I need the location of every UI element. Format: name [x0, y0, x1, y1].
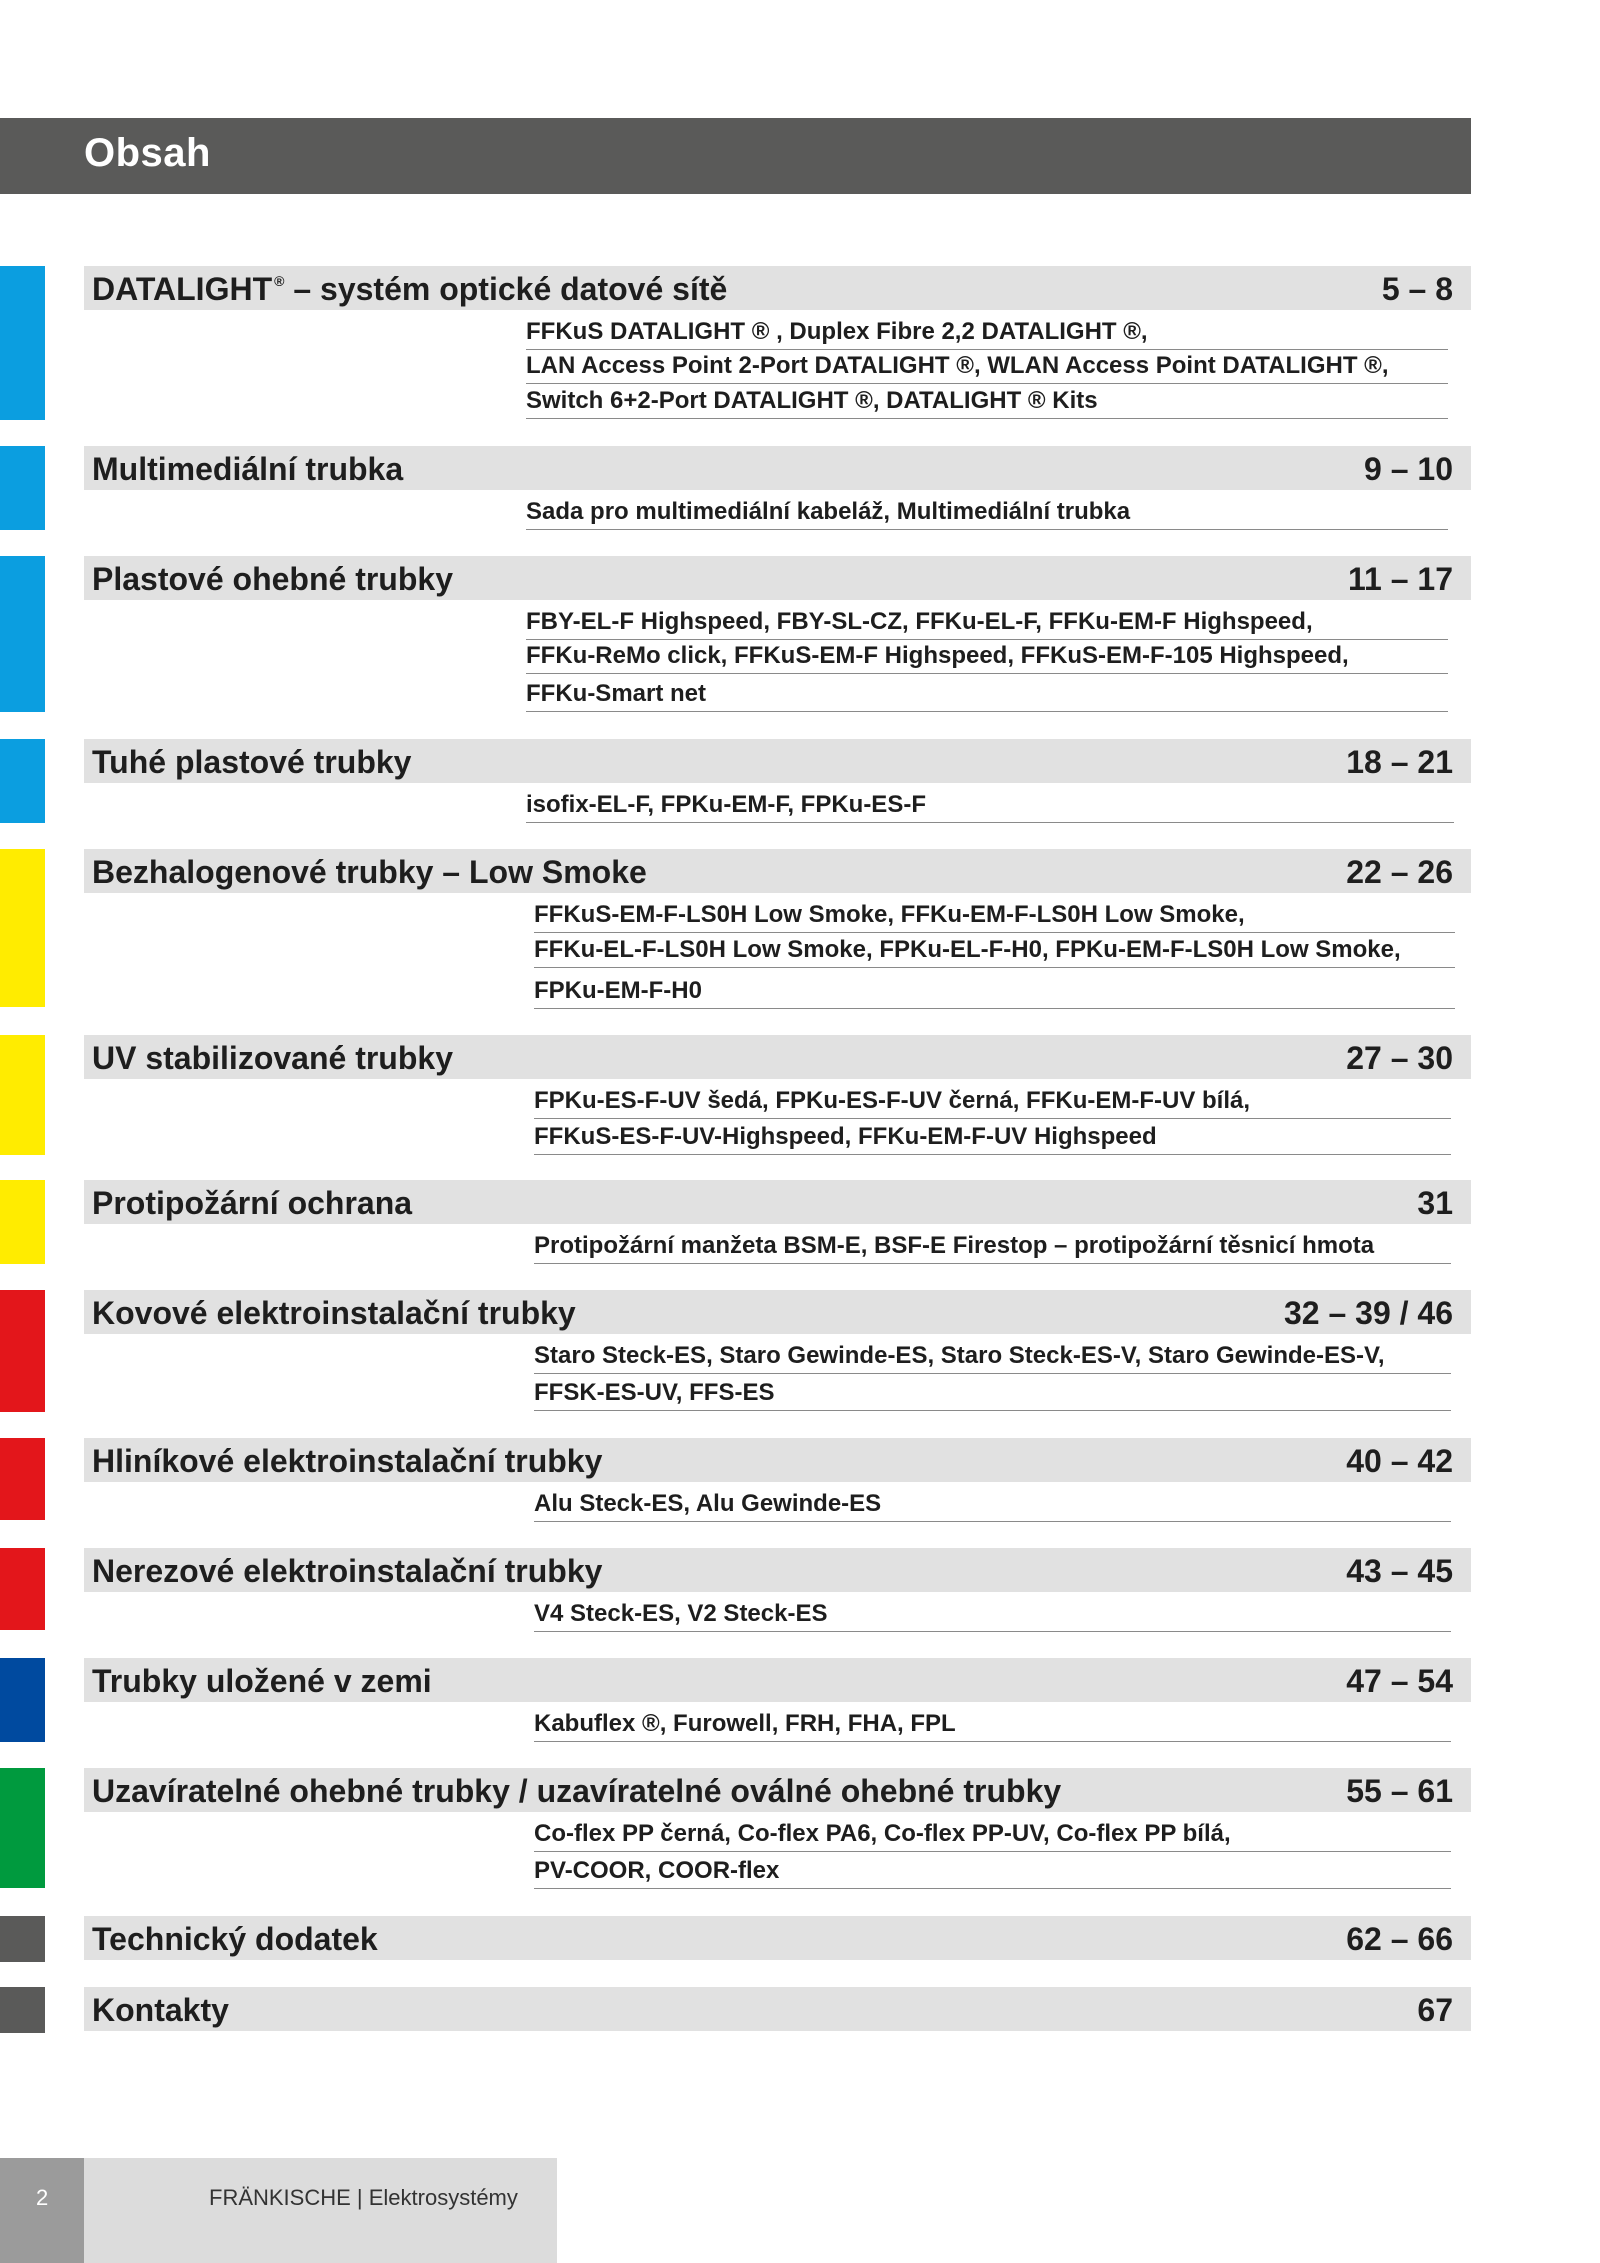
section-description-line: Protipožární manžeta BSM-E, BSF-E Firestop – protipožární těsnicí hmota [534, 1228, 1451, 1264]
section-color-tab [0, 1916, 45, 1962]
section-pages: 22 – 26 [1346, 854, 1453, 890]
section-title: Multimediální trubka [92, 451, 404, 487]
section-title: Bezhalogenové trubky – Low Smoke [92, 854, 647, 890]
section-description-line: FPKu-ES-F-UV šedá, FPKu-ES-F-UV černá, FFKu-EM-F-UV bílá, [534, 1083, 1451, 1119]
section-title-band [84, 1987, 1471, 2031]
footer-label: FRÄNKISCHE | Elektrosystémy [209, 2185, 518, 2210]
section-color-tab [0, 1548, 45, 1630]
section-color-tab [0, 1180, 45, 1264]
section-title-band [84, 446, 1471, 490]
section-title-rest: – systém optické datové sítě [284, 271, 728, 307]
section-title: Tuhé plastové trubky [92, 744, 412, 780]
section-color-tab [0, 1987, 45, 2033]
section-color-tab [0, 849, 45, 1007]
section-title-main: DATALIGHT [92, 271, 273, 307]
section-title: UV stabilizované trubky [92, 1040, 453, 1076]
registered-mark: ® [274, 273, 285, 289]
footer-page-number-box [0, 2158, 84, 2263]
section-title-band [84, 1548, 1471, 1592]
section-color-tab [0, 1768, 45, 1888]
section-pages: 62 – 66 [1346, 1921, 1453, 1957]
section-pages: 43 – 45 [1346, 1553, 1453, 1589]
section-color-tab [0, 1658, 45, 1742]
section-title-band [84, 1180, 1471, 1224]
section-pages: 47 – 54 [1346, 1663, 1453, 1699]
section-description-line: FFKuS DATALIGHT ® , Duplex Fibre 2,2 DATALIGHT ®, [526, 314, 1448, 350]
section-color-tab [0, 1438, 45, 1520]
section-title: Trubky uložené v zemi [92, 1663, 432, 1699]
section-color-tab [0, 1035, 45, 1155]
section-pages: 18 – 21 [1346, 744, 1453, 780]
section-description-line: FFKu-ReMo click, FFKuS-EM-F Highspeed, FFKuS-EM-F-105 Highspeed, [526, 638, 1448, 674]
section-title: Hliníkové elektroinstalační trubky [92, 1443, 603, 1479]
section-pages: 55 – 61 [1346, 1773, 1453, 1809]
footer-page-number: 2 [36, 2185, 49, 2210]
section-title-band [84, 1768, 1471, 1812]
section-title-band [84, 849, 1471, 893]
section-pages: 27 – 30 [1346, 1040, 1453, 1076]
section-pages: 32 – 39 / 46 [1283, 1295, 1453, 1331]
section-title-band [84, 556, 1471, 600]
section-description-line: V4 Steck-ES, V2 Steck-ES [534, 1596, 1451, 1632]
section-title: Technický dodatek [92, 1921, 378, 1957]
section-title-band [84, 1290, 1471, 1334]
section-title: Plastové ohebné trubky [92, 561, 453, 597]
section-pages: 40 – 42 [1346, 1443, 1453, 1479]
section-title-band [84, 739, 1471, 783]
section-title-band [84, 266, 1471, 310]
section-description-line: Switch 6+2-Port DATALIGHT ®, DATALIGHT ® Kits [526, 383, 1448, 419]
section-color-tab [0, 739, 45, 823]
section-color-tab [0, 446, 45, 530]
section-color-tab [0, 556, 45, 712]
section-title [92, 271, 727, 308]
section-description-line: FFKuS-ES-F-UV-Highspeed, FFKu-EM-F-UV Highspeed [534, 1119, 1451, 1155]
section-pages: 5 – 8 [1381, 271, 1453, 307]
section-title: Kontakty [92, 1992, 229, 2028]
footer-label-box [84, 2158, 557, 2263]
section-description-line: FBY-EL-F Highspeed, FBY-SL-CZ, FFKu-EL-F, FFKu-EM-F Highspeed, [526, 604, 1448, 640]
section-description-line: FFKu-Smart net [526, 676, 1448, 712]
section-description-line: FFSK-ES-UV, FFS-ES [534, 1375, 1451, 1411]
section-title: Uzavíratelné ohebné trubky / uzavíratelné oválné ohebné trubky [92, 1773, 1062, 1809]
section-description-line: Staro Steck-ES, Staro Gewinde-ES, Staro Steck-ES-V, Staro Gewinde-ES-V, [534, 1338, 1451, 1374]
section-pages: 67 [1417, 1992, 1453, 2028]
section-description-line: isofix-EL-F, FPKu-EM-F, FPKu-ES-F [526, 787, 1454, 823]
section-description-line: Kabuflex ®, Furowell, FRH, FHA, FPL [534, 1706, 1451, 1742]
section-description-line: PV-COOR, COOR-flex [534, 1853, 1451, 1889]
section-title-band [84, 1035, 1471, 1079]
section-description-line: LAN Access Point 2-Port DATALIGHT ®, WLAN Access Point DATALIGHT ®, [526, 348, 1448, 384]
section-color-tab [0, 1290, 45, 1412]
section-title: Nerezové elektroinstalační trubky [92, 1553, 603, 1589]
section-color-tab [0, 266, 45, 420]
section-description-line: Sada pro multimediální kabeláž, Multimediální trubka [526, 494, 1448, 530]
section-description-line: Co-flex PP černá, Co-flex PA6, Co-flex PP-UV, Co-flex PP bílá, [534, 1816, 1451, 1852]
section-pages: 11 – 17 [1348, 561, 1453, 597]
section-description-line: Alu Steck-ES, Alu Gewinde-ES [534, 1486, 1451, 1522]
section-description-line: FFKuS-EM-F-LS0H Low Smoke, FFKu-EM-F-LS0H Low Smoke, [534, 897, 1455, 933]
section-title-band [84, 1438, 1471, 1482]
page-title: Obsah [84, 131, 211, 175]
section-description-line: FPKu-EM-F-H0 [534, 973, 1455, 1009]
header-bar [0, 118, 1471, 194]
section-pages: 9 – 10 [1364, 451, 1453, 487]
section-description-line: FFKu-EL-F-LS0H Low Smoke, FPKu-EL-F-H0, FPKu-EM-F-LS0H Low Smoke, [534, 932, 1455, 968]
section-pages: 31 [1417, 1185, 1453, 1221]
section-title: Kovové elektroinstalační trubky [92, 1295, 576, 1331]
section-title: Protipožární ochrana [92, 1185, 413, 1221]
section-title-band [84, 1916, 1471, 1960]
section-title-band [84, 1658, 1471, 1702]
